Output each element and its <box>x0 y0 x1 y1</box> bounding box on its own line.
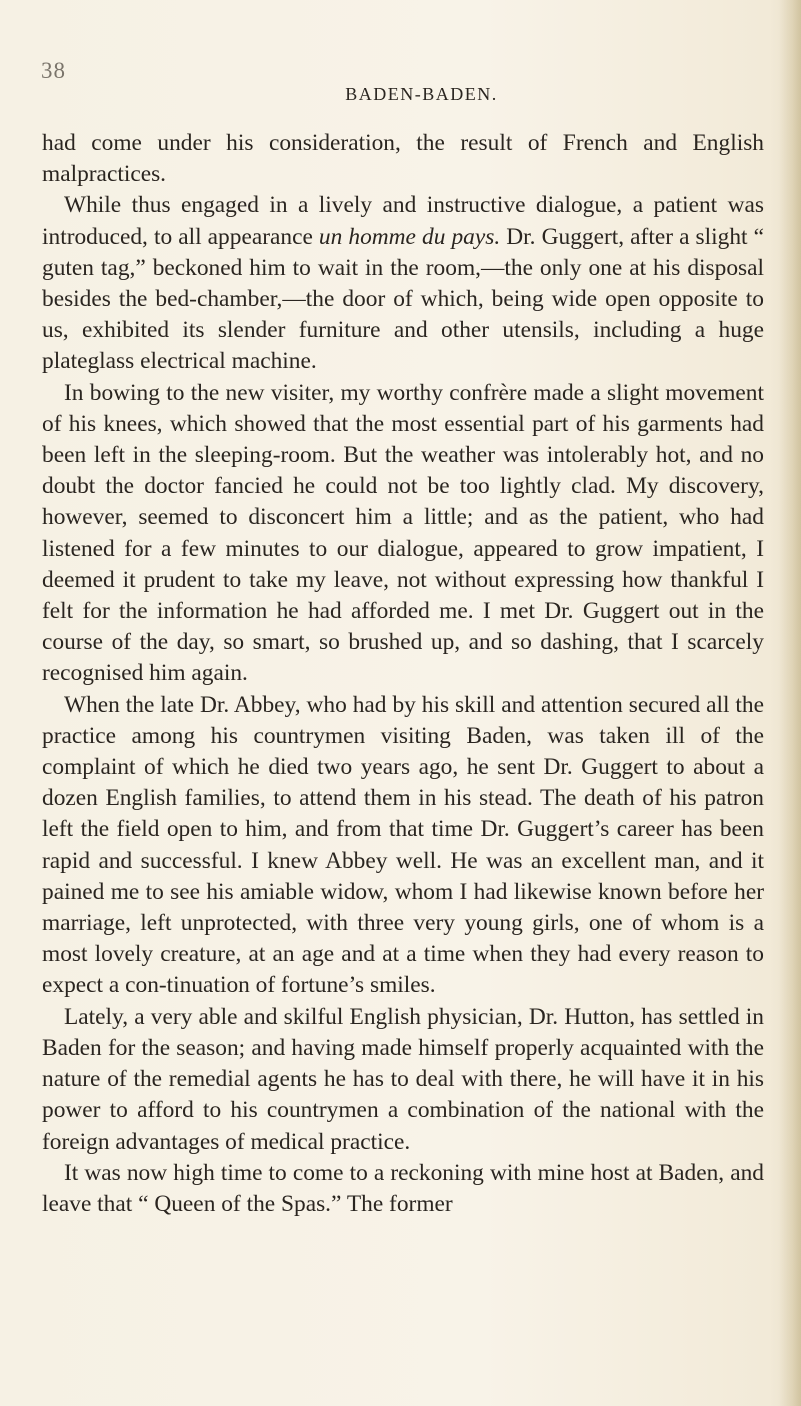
italic-phrase: un homme du pays. <box>318 223 501 250</box>
text-segment: had come under his consideration, the result of French and English malpractices. <box>42 130 764 188</box>
paragraph <box>42 1158 764 1220</box>
page-number: 38 <box>41 58 66 83</box>
text-segment: In bowing to the new visiter, my worthy confrère made a slight movement of his knees, which showed that the most essential part of his garments had been left in the sleeping-room. But the weather was intolerably hot, and no doubt the doctor fancied he could not be too lightly clad. My discovery, however, seemed to disconcert him a little; and as the patient, who had listened for a few minutes to our dialogue, appeared to grow impatient, I deemed it prudent to take my leave, not without expressing how thankful I felt for the information he had afforded me. I met Dr. Guggert out in the course of the day, so smart, so brushed up, and so dashing, that I scarcely recognised him again. <box>42 379 764 687</box>
paragraph <box>42 690 764 1002</box>
paragraph <box>42 378 764 690</box>
running-head <box>0 84 801 105</box>
paragraph <box>42 190 764 377</box>
text-segment: Dr. Guggert, after a slight “ guten tag,” beckoned him to wait in the room,—the only one at his disposal besides the bed-chamber,—the door of which, being wide open opposite to us, exhibited its slender furniture and other utensils, including a huge plateglass electrical machine. <box>42 223 764 375</box>
text-segment: Lately, a very able and skilful English physician, Dr. Hutton, has settled in Baden for the season; and having made himself properly acquainted with the nature of the remedial agents he has to deal with there, he will have it in his power to afford to his countrymen a combination of the national with the foreign advantages of medical practice. <box>42 1003 764 1155</box>
paragraph <box>42 128 764 190</box>
page-edge-shadow <box>779 0 801 1406</box>
running-head-text: BADEN-BADEN. <box>345 84 498 104</box>
body-text <box>42 128 764 1220</box>
text-segment: When the late Dr. Abbey, who had by his skill and attention secured all the practice among his countrymen visiting Baden, was taken ill of the complaint of which he died two years ago, he sent Dr. Guggert to about a dozen English families, to attend them in his stead. The death of his patron left the field open to him, and from that time Dr. Guggert’s career has been rapid and successful. I knew Abbey well. He was an excellent man, and it pained me to see his amiable widow, whom I had likewise known before her marriage, left unprotected, with three very young girls, one of whom is a most lovely creature, at an age and at a time when they had every reason to expect a con-tinuation of fortune’s smiles. <box>42 691 764 999</box>
paragraph <box>42 1002 764 1158</box>
text-segment: While thus engaged in a lively and instructive dialogue, a patient was introduced, to all appearance <box>42 192 764 250</box>
text-segment: It was now high time to come to a reckoning with mine host at Baden, and leave that “ Queen of the Spas.” The former <box>42 1159 764 1217</box>
